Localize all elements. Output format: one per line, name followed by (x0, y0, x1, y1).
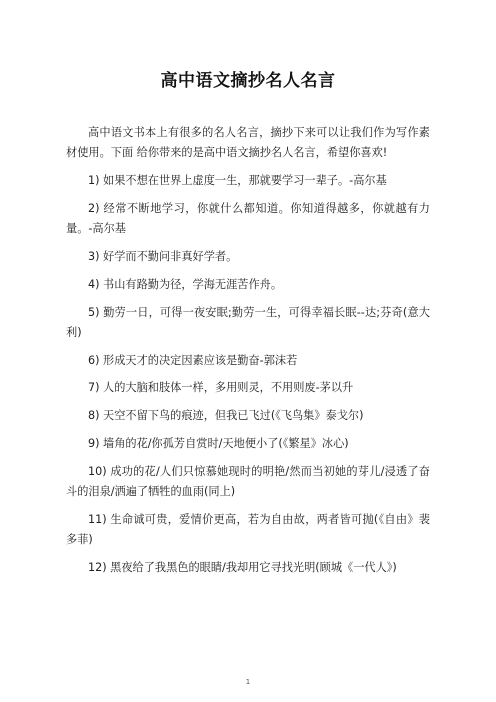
quote-item-10: 10) 成功的花/人们只惊慕她现时的明艳/然而当初她的芽儿/浸透了奋斗的泪泉/洒遍了牺牲的血雨(同上) (66, 464, 430, 499)
quote-item-7: 7) 人的大脑和肢体一样，多用则灵，不用则废-茅以升 (88, 381, 354, 395)
quote-item-6: 6) 形成天才的决定因素应该是勤奋-郭沫若 (88, 353, 298, 367)
quote-item-8: 8) 天空不留下鸟的痕迹，但我已飞过(《飞鸟集》泰戈尔) (88, 409, 364, 423)
quote-item-9: 9) 墙角的花/你孤芳自赏时/天地便小了(《繁星》冰心) (88, 437, 349, 451)
quote-item-5: 5) 勤劳一日，可得一夜安眠;勤劳一生，可得幸福长眠--达;芬奇(意大利) (66, 305, 430, 339)
quote-item-2: 2) 经常不断地学习，你就什么都知道。你知道得越多，你就越有力量。-高尔基 (66, 201, 430, 236)
intro-paragraph: 高中语文书本上有很多的名人名言，摘抄下来可以让我们作为写作素材使用。下面 给你带来的是高中语文摘抄名人名言，希望你喜欢! (66, 126, 430, 160)
quote-item-11: 11) 生命诚可贵，爱情价更高，若为自由故，两者皆可抛(《自由》裴多菲) (66, 512, 430, 547)
quote-item-4: 4) 书山有路勤为径，学海无涯苦作舟。 (88, 277, 283, 291)
quote-item-1: 1) 如果不想在世界上虚度一生，那就要学习一辈子。-高尔基 (88, 174, 387, 188)
quote-item-12: 12) 黑夜给了我黑色的眼睛/我却用它寻找光明(顾城《一代人》) (88, 561, 397, 575)
page-number: 1 (245, 678, 251, 686)
quote-item-3: 3) 好学而不勤问非真好学者。 (88, 249, 238, 263)
document-body (66, 123, 430, 586)
document-title: 高中语文摘抄名人名言 (160, 71, 336, 91)
